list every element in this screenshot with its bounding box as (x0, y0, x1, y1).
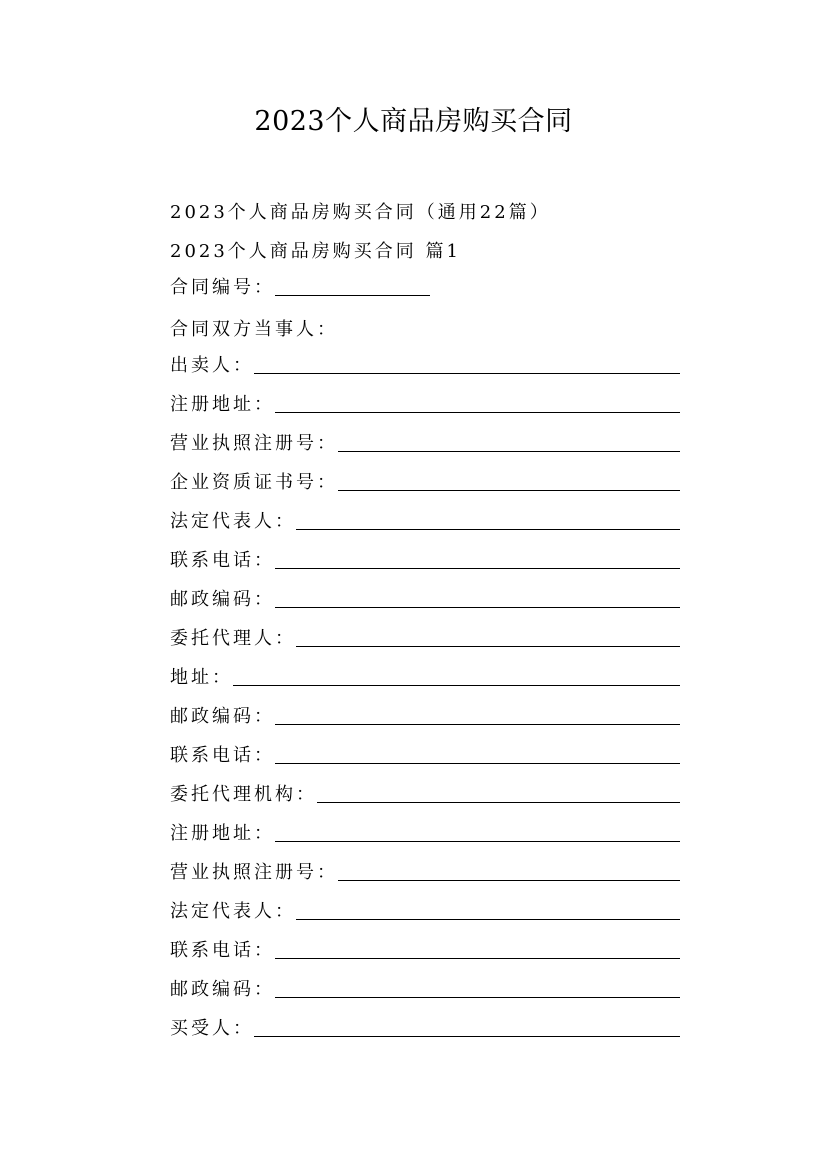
seller-legal-rep-blank[interactable] (296, 529, 680, 530)
form-field-row (170, 542, 680, 581)
seller-license-label: 营业执照注册号： (170, 433, 338, 454)
contract-number-blank[interactable] (275, 295, 430, 296)
seller-label: 出卖人： (170, 355, 254, 376)
agency-license-label: 营业执照注册号： (170, 862, 338, 883)
seller-legal-rep-label: 法定代表人： (170, 511, 296, 532)
form-field-row (170, 815, 680, 854)
seller-address-blank[interactable] (275, 412, 680, 413)
seller-address-label: 注册地址： (170, 394, 275, 415)
agency-postcode-blank[interactable] (275, 997, 680, 998)
form-field-row (170, 581, 680, 620)
form-field-row (170, 620, 680, 659)
agency-label: 委托代理机构： (170, 784, 317, 805)
seller-qualification-blank[interactable] (338, 490, 680, 491)
form-field-row (170, 971, 680, 1010)
agent-address-label: 地址： (170, 667, 233, 688)
contract-number-label: 合同编号： (170, 277, 275, 298)
form-field-row (170, 893, 680, 932)
agent-phone-blank[interactable] (275, 763, 680, 764)
agency-postcode-label: 邮政编码： (170, 979, 275, 1000)
form-field-row (170, 854, 680, 893)
agency-address-label: 注册地址： (170, 823, 275, 844)
contract-number-row (170, 269, 680, 308)
agent-blank[interactable] (296, 646, 680, 647)
form-field-row (170, 698, 680, 737)
agency-legal-rep-label: 法定代表人： (170, 901, 296, 922)
agent-label: 委托代理人： (170, 628, 296, 649)
agency-phone-label: 联系电话： (170, 940, 275, 961)
form-field-row (170, 503, 680, 542)
document-title: 2023个人商品房购买合同 (254, 106, 573, 137)
seller-blank[interactable] (254, 373, 680, 374)
seller-phone-blank[interactable] (275, 568, 680, 569)
agent-postcode-label: 邮政编码： (170, 706, 275, 727)
section-heading: 2023个人商品房购买合同 篇1 (170, 240, 461, 262)
form-field-row (170, 425, 680, 464)
agent-postcode-blank[interactable] (275, 724, 680, 725)
form-field-row (170, 386, 680, 425)
document-body (170, 191, 680, 1049)
seller-license-blank[interactable] (338, 451, 680, 452)
agency-address-blank[interactable] (275, 841, 680, 842)
agent-address-blank[interactable] (233, 685, 680, 686)
form-field-row (170, 659, 680, 698)
buyer-label: 买受人： (170, 1018, 254, 1039)
form-field-row (170, 464, 680, 503)
parties-heading: 合同双方当事人： (170, 318, 338, 340)
form-field-row (170, 776, 680, 815)
form-field-row (170, 1010, 680, 1049)
intro-line: 2023个人商品房购买合同（通用22篇） (170, 201, 551, 223)
agent-phone-label: 联系电话： (170, 745, 275, 766)
form-field-row (170, 347, 680, 386)
seller-phone-label: 联系电话： (170, 550, 275, 571)
seller-postcode-label: 邮政编码： (170, 589, 275, 610)
seller-qualification-label: 企业资质证书号： (170, 472, 338, 493)
agency-legal-rep-blank[interactable] (296, 919, 680, 920)
form-field-row (170, 737, 680, 776)
agency-license-blank[interactable] (338, 880, 680, 881)
form-field-row (170, 932, 680, 971)
seller-postcode-blank[interactable] (275, 607, 680, 608)
agency-phone-blank[interactable] (275, 958, 680, 959)
buyer-blank[interactable] (254, 1036, 680, 1037)
agency-blank[interactable] (317, 802, 680, 803)
